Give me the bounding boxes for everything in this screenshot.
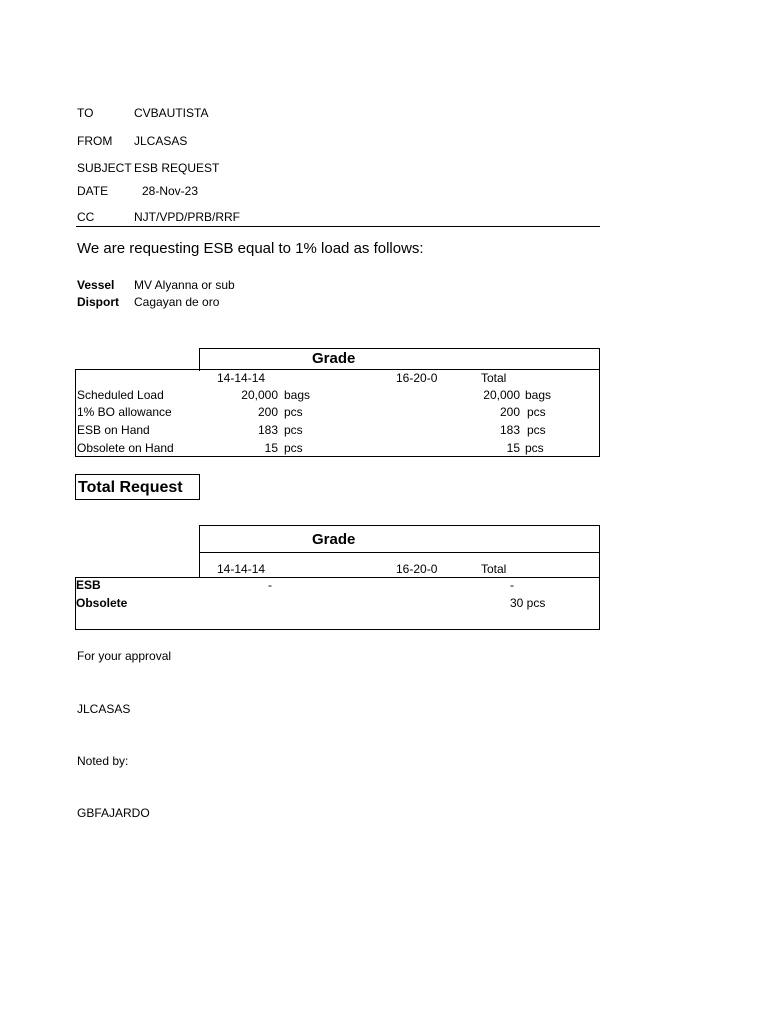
intro-text: We are requesting ESB equal to 1% load as follows: (77, 240, 424, 257)
to-value: CVBAUTISTA (134, 106, 209, 120)
row-label: 1% BO allowance (77, 405, 172, 419)
date-value: 28-Nov-23 (142, 184, 199, 198)
row-value-total: 200 (499, 405, 520, 419)
row-unit-total: pcs (527, 405, 546, 419)
row-value-total: 183 (499, 423, 520, 437)
row-unit: bags (284, 388, 311, 402)
row-value-14-14-14: 200 (257, 405, 278, 419)
table1-connector (199, 369, 200, 371)
from-value: JLCASAS (134, 134, 188, 148)
row-unit-total: bags (525, 388, 552, 402)
subject-label: SUBJECT (77, 161, 132, 175)
row-unit-total: pcs (525, 441, 544, 455)
table2-grade-box (199, 525, 600, 553)
noted-by-label: Noted by: (77, 754, 129, 768)
table2-grade-header: Grade (312, 531, 356, 548)
row-label: Obsolete (76, 596, 128, 610)
table1-grade-header: Grade (312, 350, 356, 367)
row-label: ESB on Hand (77, 423, 150, 437)
row-value-total: - (510, 578, 514, 592)
noter-name: GBFAJARDO (77, 806, 150, 820)
row-unit-total: pcs (527, 423, 546, 437)
row-label: ESB (76, 578, 101, 592)
approval-text: For your approval (77, 649, 172, 663)
row-unit: pcs (284, 441, 303, 455)
row-value-total: 20,000 (483, 388, 520, 402)
row-unit: pcs (284, 405, 303, 419)
table1-col-14-14-14: 14-14-14 (217, 371, 266, 385)
disport-value: Cagayan de oro (134, 295, 220, 309)
row-label: Obsolete on Hand (77, 441, 174, 455)
row-label: Scheduled Load (77, 388, 164, 402)
table1-col-total: Total (481, 371, 507, 385)
table1-grade-box (199, 348, 600, 370)
vessel-label: Vessel (77, 278, 115, 292)
header-divider (76, 226, 600, 227)
row-unit: pcs (284, 423, 303, 437)
subject-value: ESB REQUEST (134, 161, 220, 175)
table2-col-total: Total (481, 562, 507, 576)
table2-col-16-20-0: 16-20-0 (396, 562, 438, 576)
row-value-14-14-14: 15 (264, 441, 278, 455)
table1-col-16-20-0: 16-20-0 (396, 371, 438, 385)
disport-label: Disport (77, 295, 119, 309)
vessel-value: MV Alyanna or sub (134, 278, 235, 292)
from-label: FROM (77, 134, 113, 148)
date-label: DATE (77, 184, 109, 198)
table2-col-14-14-14: 14-14-14 (217, 562, 266, 576)
row-value-14-14-14: - (268, 578, 272, 592)
total-request-title: Total Request (78, 479, 183, 496)
row-value-total: 15 (506, 441, 520, 455)
row-value-14-14-14: 183 (257, 423, 278, 437)
row-value-total: 30 pcs (510, 596, 546, 610)
cc-value: NJT/VPD/PRB/RRF (134, 210, 241, 224)
cc-label: CC (77, 210, 95, 224)
signatory-name: JLCASAS (77, 702, 131, 716)
row-value-14-14-14: 20,000 (241, 388, 278, 402)
to-label: TO (77, 106, 94, 120)
